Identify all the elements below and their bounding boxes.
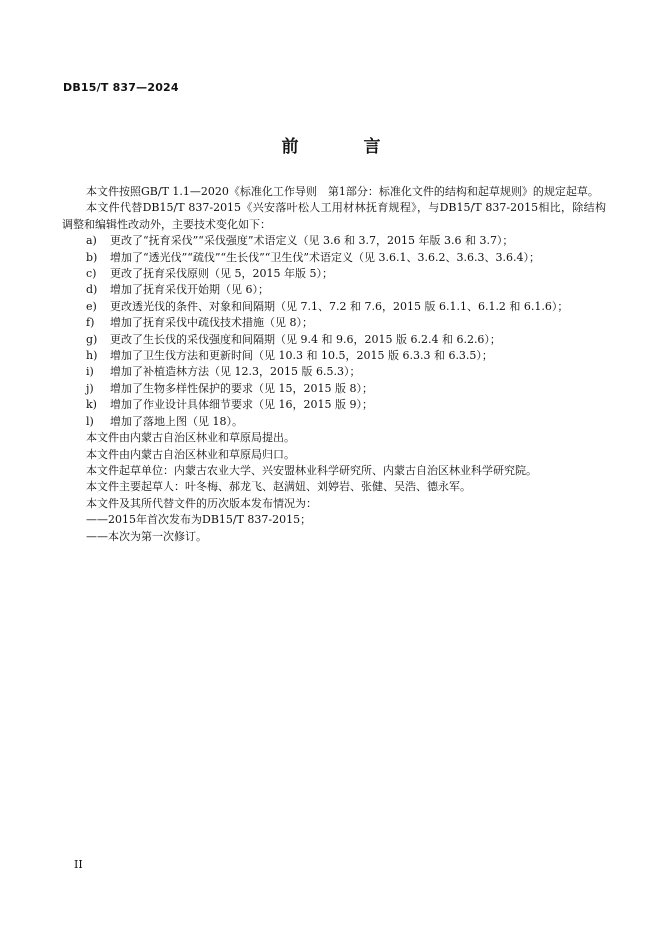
standard-code: DB15/T 837—2024 [63,81,179,94]
list-item-text: 更改了“抚育采伐”“采伐强度”术语定义（见 3.6 和 3.7，2015 年版 3.6 和 3.7）； [110,234,514,248]
list-item-text: 更改了生长伐的采伐强度和间隔期（见 9.4 和 9.6，2015 版 6.2.4 和 6.2.6）； [110,332,501,346]
list-item [62,233,606,249]
list-item-text: 增加了抚育采伐开始期（见 6）； [110,283,269,297]
list-item-label: l) [86,414,94,428]
list-item-text: 增加了生物多样性保护的要求（见 15，2015 版 8）； [110,381,373,395]
list-item [62,348,606,364]
history-intro-paragraph: 本文件及其所代替文件的历次版本发布情况为： [86,496,317,510]
list-item-text: 更改了抚育采伐原则（见 5，2015 年版 5）； [110,267,333,281]
document-body [62,184,606,545]
intro-paragraph-1: 本文件按照GB/T 1.1—2020《标准化工作导则 第1部分：标准化文件的结构和起草规则》的规定起草。 [86,185,599,198]
list-item-text: 增加了作业设计具体细节要求（见 16，2015 版 9）； [110,398,373,412]
list-item [62,364,606,380]
page-title: 前 言 [281,137,405,157]
list-item-label: a) [86,234,97,248]
intro-paragraph-2: 本文件代替DB15/T 837-2015《兴安落叶松人工用材林抚育规程》，与DB15/T 837-2015相比，除结构调整和编辑性改动外，主要技术变化如下： [62,201,606,231]
list-item-text: 增加了补植造林方法（见 12.3，2015 版 6.5.3）； [110,365,361,379]
list-item [62,414,606,430]
list-item [62,250,606,266]
history-item: ——本次为第一次修订。 [86,529,207,543]
list-item-label: k) [86,398,97,412]
list-item [62,315,606,331]
list-item-text: 增加了卫生伐方法和更新时间（见 10.3 和 10.5，2015 版 6.3.3 和 6.3.5）； [110,349,493,363]
list-item-label: c) [86,267,97,281]
drafting-units-paragraph: 本文件起草单位：内蒙古农业大学、兴安盟林业科学研究所、内蒙古自治区林业科学研究院。 [86,463,537,477]
list-item [62,299,606,315]
list-item-text: 增加了“透光伐”“疏伐”“生长伐”“卫生伐”术语定义（见 3.6.1、3.6.2、3.6.3、3.6.4）； [110,250,540,264]
page-number: II [74,858,83,871]
list-item-text: 增加了落地上图（见 18）。 [110,414,243,428]
history-item: ——2015年首次发布为DB15/T 837-2015； [86,513,312,527]
list-item-text: 增加了抚育采伐中疏伐技术措施（见 8）； [110,316,313,330]
proposer-paragraph: 本文件由内蒙古自治区林业和草原局提出。 [86,431,295,445]
list-item-label: d) [86,283,98,297]
list-item-label: i) [86,365,94,379]
list-item-label: e) [86,299,97,313]
list-item-text: 更改透光伐的条件、对象和间隔期（见 7.1、7.2 和 7.6，2015 版 6.1.1、6.1.2 和 6.1.6）； [110,299,569,313]
list-item [62,266,606,282]
list-item [62,332,606,348]
list-item-label: g) [86,332,98,346]
list-item-label: f) [86,316,95,330]
administrator-paragraph: 本文件由内蒙古自治区林业和草原局归口。 [86,447,295,461]
changes-list [62,233,606,430]
list-item-label: h) [86,349,98,363]
list-item-label: b) [86,250,98,264]
list-item [62,282,606,298]
list-item [62,397,606,413]
list-item [62,381,606,397]
drafters-paragraph: 本文件主要起草人：叶冬梅、郝龙飞、赵满妞、刘婷岩、张健、吴浩、德永军。 [86,480,471,494]
list-item-label: j) [86,381,94,395]
